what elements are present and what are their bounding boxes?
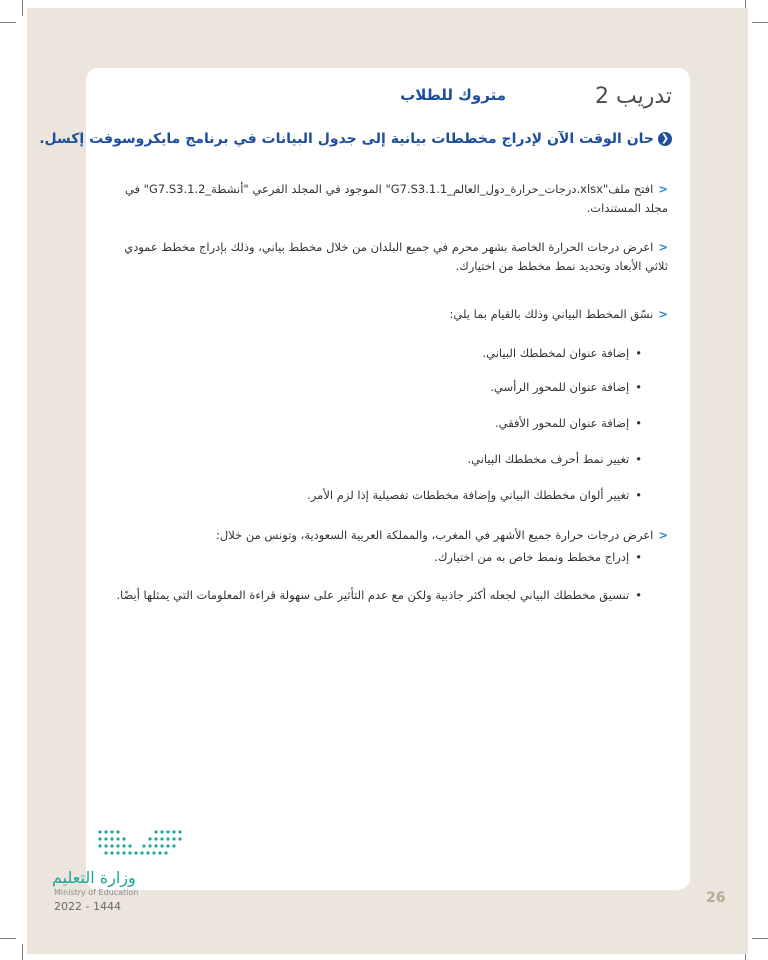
- chevron-left-icon: <: [658, 240, 668, 254]
- list-item: • إضافة عنوان للمحور الأفقي.: [495, 416, 642, 430]
- task-item: [108, 526, 668, 545]
- chevron-circle-icon: ❮: [658, 132, 672, 146]
- list-item: • إضافة عنوان لمخططك البياني.: [482, 346, 642, 360]
- crop-mark: [752, 938, 768, 939]
- chevron-left-icon: <: [658, 182, 668, 196]
- task-text: اعرض درجات حرارة جميع الأشهر في المغرب، والمملكة العربية السعودية، وتونس من خلال:: [215, 528, 654, 542]
- student-note: متروك للطلاب: [400, 86, 506, 104]
- chevron-left-icon: <: [658, 528, 668, 542]
- task-item: [108, 180, 668, 218]
- task-text: افتح ملف"xlsx.درجات_حرارة_دول_العالم_G7.S3.1.1" الموجود في المجلد الفرعي "أنشطة_G7.S3.1.2" في مجلد المستندات.: [124, 182, 668, 215]
- logo-english-text: Ministry of Education: [54, 888, 139, 897]
- chevron-left-icon: <: [658, 307, 668, 321]
- list-item: • إدراج مخطط ونمط خاص به من اختيارك.: [434, 550, 642, 564]
- exercise-title: تدريب 2: [594, 84, 672, 109]
- intro-instruction: [39, 131, 672, 147]
- list-item: • تغيير نمط أحرف مخططك البياني.: [467, 452, 642, 466]
- crop-mark: [22, 944, 23, 960]
- task-item: [108, 305, 668, 324]
- logo-arabic-text: وزارة التعليم: [52, 868, 136, 887]
- crop-mark: [22, 0, 23, 16]
- edition-year: 2022 - 1444: [54, 900, 121, 913]
- crop-mark: [0, 938, 16, 939]
- task-text: اعرض درجات الحرارة الخاصة بشهر محرم في جميع البلدان من خلال مخطط بياني، وذلك بإدراج مخطط عمودي ثلاثي الأبعاد وتحديد نمط مخطط من اختيارك.: [124, 240, 668, 273]
- intro-text: حان الوقت الآن لإدراج مخططات بيانية إلى جدول البيانات في برنامج مايكروسوفت إكسل.: [39, 131, 654, 147]
- crop-mark: [0, 22, 16, 23]
- task-text: نسّق المخطط البياني وذلك بالقيام بما يلي:: [449, 307, 654, 321]
- task-item: [108, 238, 668, 276]
- page-number: 26: [706, 890, 726, 906]
- ministry-logo: [52, 828, 192, 920]
- list-item: • تغيير ألوان مخططك البياني وإضافة مخططات تفصيلية إذا لزم الأمر.: [307, 488, 642, 502]
- list-item: • إضافة عنوان للمحور الرأسي.: [490, 380, 642, 394]
- list-item: • تنسيق مخططك البياني لجعله أكثر جاذبية ولكن مع عدم التأثير على سهولة قراءة المعلومات التي يمثلها أيضًا.: [116, 588, 642, 602]
- crop-mark: [752, 22, 768, 23]
- logo-dots-icon: [96, 828, 190, 860]
